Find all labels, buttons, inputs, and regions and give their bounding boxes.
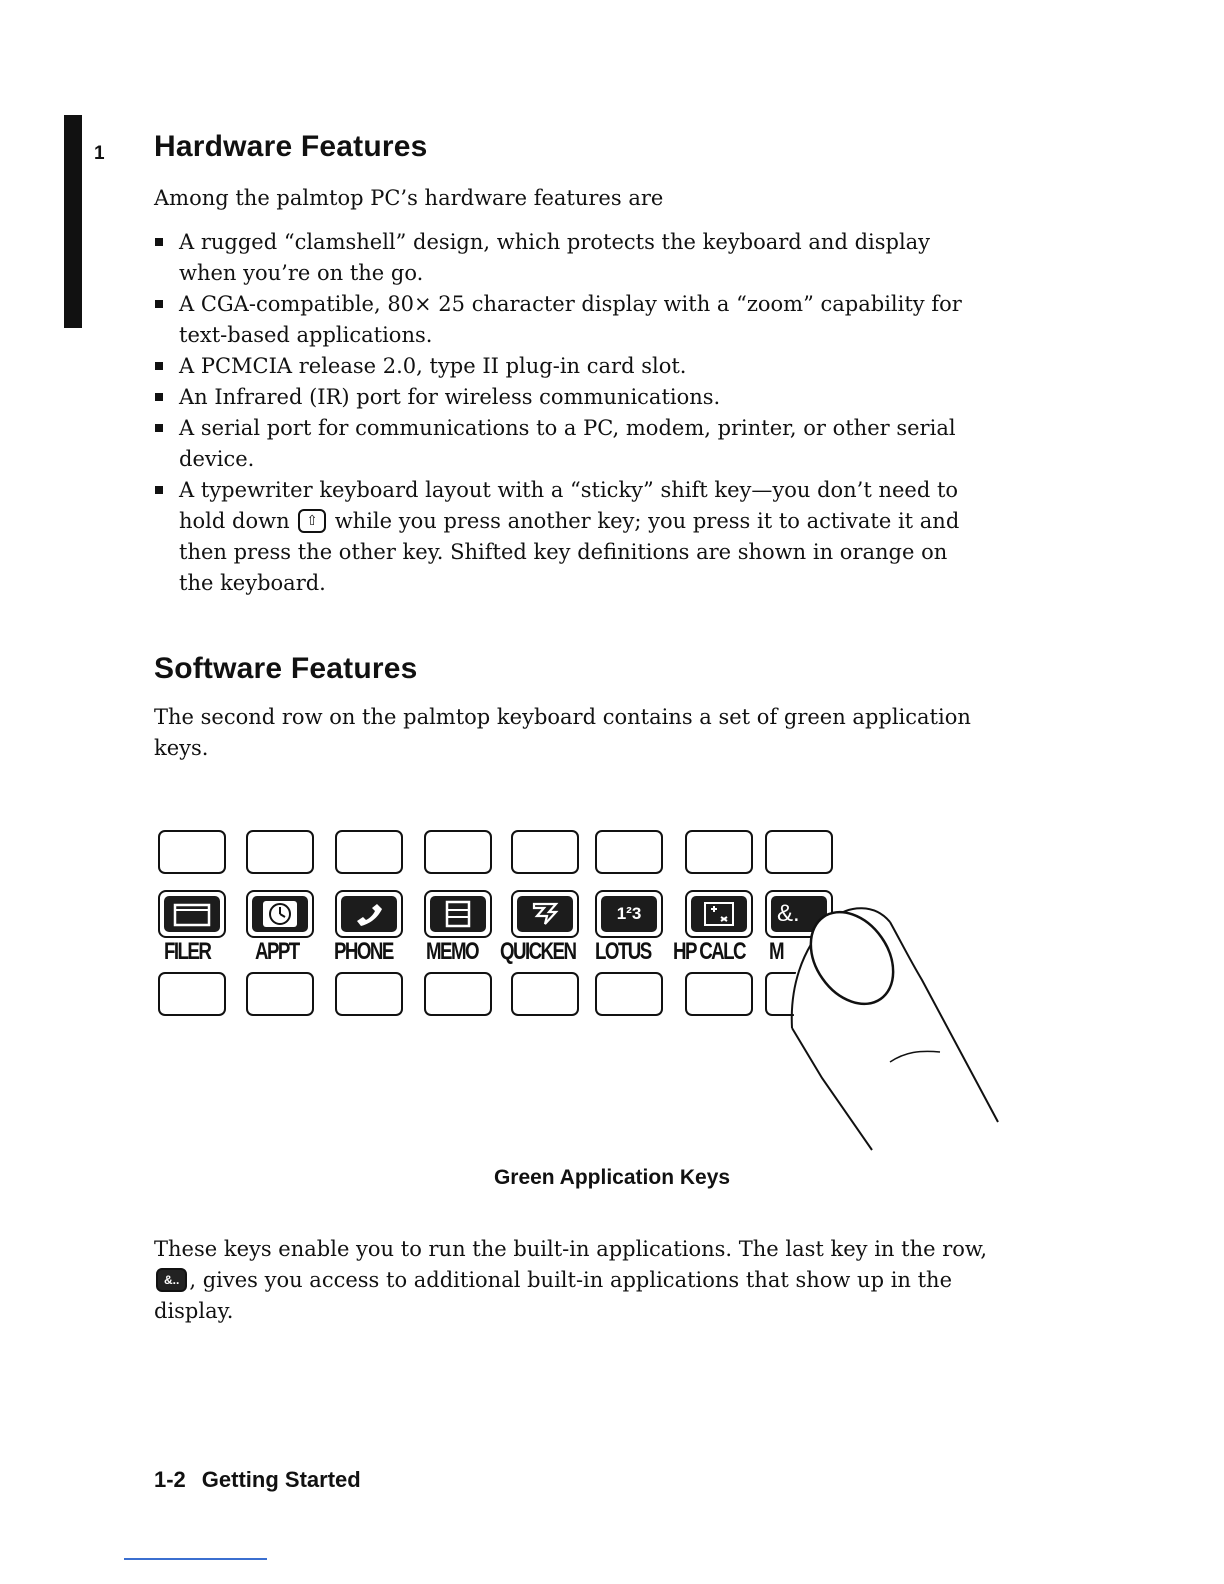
list-item (154, 475, 984, 599)
feature-text: An Infrared (IR) port for wireless communications. (179, 385, 721, 409)
lotus-123-icon: 1²3 (616, 904, 642, 923)
closing-text-before: These keys enable you to run the built-in applications. The last key in the row, (154, 1237, 988, 1261)
closing-paragraph (154, 1234, 994, 1327)
lotus-label: LOTUS (595, 938, 651, 965)
bullet-icon (155, 362, 163, 370)
bullet-icon (155, 393, 163, 401)
feature-text-before: A typewriter keyboard layout with a “sticky” shift key—you don’t need to hold down (179, 478, 959, 533)
more-label: M (769, 938, 784, 965)
keyboard-illustration (140, 800, 1020, 1160)
hp-calc-label: HP CALC (673, 938, 745, 965)
finger-icon (140, 800, 1020, 1160)
bullet-icon (155, 424, 163, 432)
memo-label: MEMO (426, 938, 479, 965)
list-item (154, 413, 984, 475)
feature-text: A CGA-compatible, 80× 25 character display with a “zoom” capability for text-based applications. (179, 292, 962, 347)
appt-label: APPT (255, 938, 299, 965)
footer-title: Getting Started (201, 1467, 361, 1492)
page-number: 1-2 (154, 1467, 186, 1492)
more-apps-key-icon: &.. (156, 1268, 187, 1292)
feature-text: A PCMCIA release 2.0, type II plug-in card slot. (179, 354, 687, 378)
page-footer (154, 1467, 361, 1493)
list-item (154, 227, 984, 289)
bullet-icon (155, 486, 163, 494)
footer-rule (124, 1558, 267, 1560)
phone-label: PHONE (334, 938, 393, 965)
feature-text-after: while you press another key; you press it to activate it and then press the other key. Shifted key definitions are shown in orange on the keyboard. (179, 509, 960, 595)
chapter-tab-bar (64, 115, 82, 328)
bullet-icon (155, 300, 163, 308)
feature-text: A rugged “clamshell” design, which protects the keyboard and display when you’re on the go. (179, 230, 931, 285)
more-apps-icon: &. (777, 900, 800, 927)
list-item (154, 351, 984, 382)
software-features-heading: Software Features (154, 652, 418, 685)
list-item (154, 289, 984, 351)
chapter-number: 1 (94, 143, 105, 164)
figure-caption: Green Application Keys (493, 1166, 731, 1189)
hardware-feature-list (154, 227, 984, 599)
filer-label: FILER (164, 938, 211, 965)
quicken-label: QUICKEN (500, 938, 576, 965)
software-intro: The second row on the palmtop keyboard contains a set of green application keys. (154, 705, 971, 760)
hardware-features-heading: Hardware Features (154, 130, 428, 163)
feature-text: A serial port for communications to a PC, modem, printer, or other serial device. (179, 416, 956, 471)
shift-key-icon: ⇧ (298, 509, 326, 533)
closing-text-after: , gives you access to additional built-in applications that show up in the display. (154, 1268, 953, 1323)
hardware-intro: Among the palmtop PC’s hardware features are (154, 186, 664, 210)
list-item (154, 382, 984, 413)
bullet-icon (155, 238, 163, 246)
